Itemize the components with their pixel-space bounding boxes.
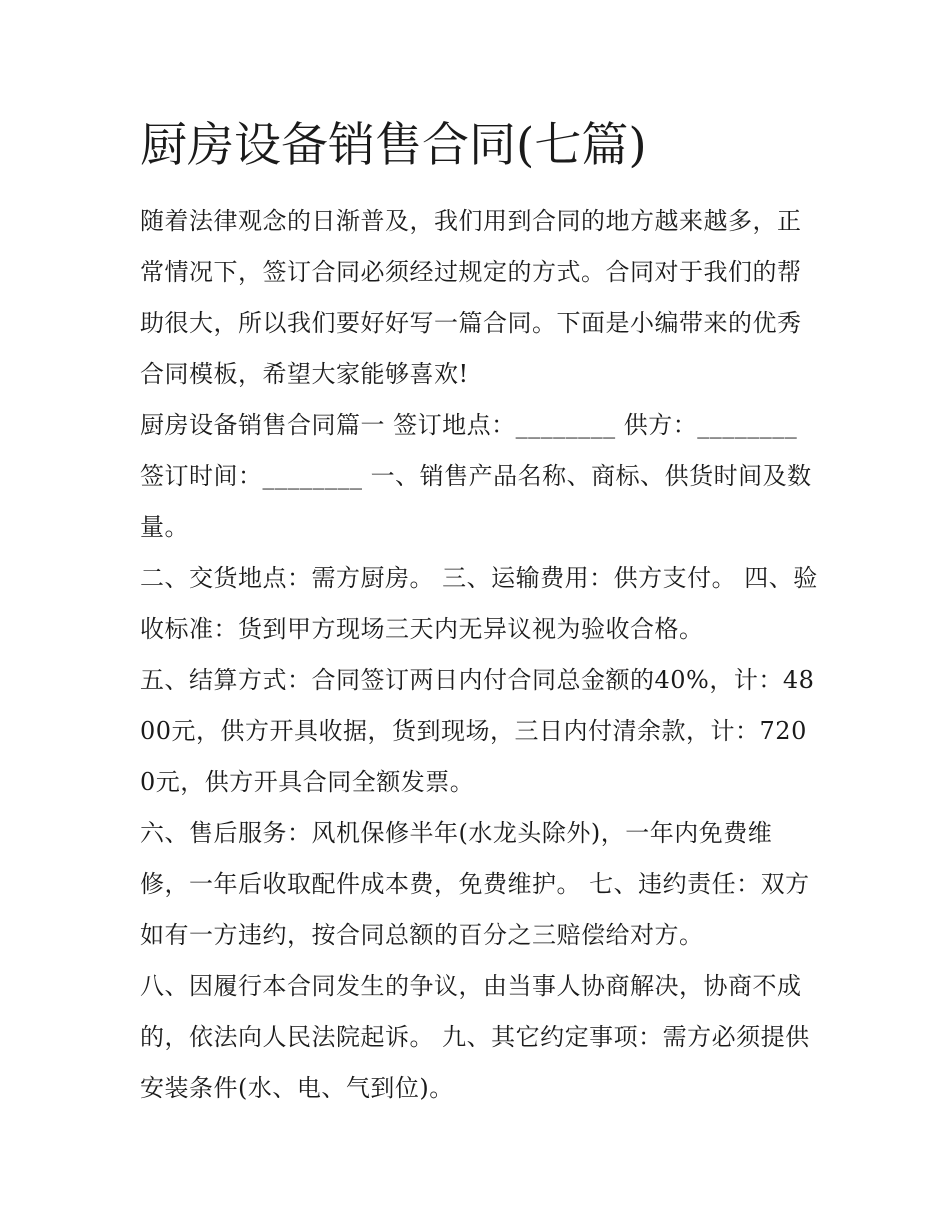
- paragraph-disputes-other: 八、因履行本合同发生的争议，由当事人协商解决，协商不成的，依法向人民法院起诉。 九、其它约定事项：需方必须提供安装条件(水、电、气到位)。: [140, 972, 810, 1102]
- paragraph-intro: 随着法律观念的日渐普及，我们用到合同的地方越来越多，正常情况下，签订合同必须经过规定的方式。合同对于我们的帮助很大，所以我们要好好写一篇合同。下面是小编带来的优秀合同模板，希望大家能够喜欢!: [140, 207, 802, 388]
- paragraph-settlement: 五、结算方式：合同签订两日内付合同总金额的40%，计：4800元，供方开具收据，货到现场，三日内付清余款，计：7200元，供方开具合同全额发票。: [140, 666, 815, 796]
- paragraph-after-sales-liability: 六、售后服务：风机保修半年(水龙头除外)，一年内免费维修，一年后收取配件成本费，免费维护。 七、违约责任：双方如有一方违约，按合同总额的百分之三赔偿给对方。: [140, 819, 810, 949]
- paragraph-contract-header: 厨房设备销售合同篇一 签订地点：________ 供方：________ 签订时间：________ 一、销售产品名称、商标、供货时间及数量。: [140, 411, 812, 541]
- paragraph-delivery-acceptance: 二、交货地点：需方厨房。 三、运输费用：供方支付。 四、验收标准：货到甲方现场三天内无异议视为验收合格。: [140, 564, 818, 643]
- document-body: [140, 196, 820, 1114]
- document-title: 厨房设备销售合同(七篇): [140, 118, 647, 173]
